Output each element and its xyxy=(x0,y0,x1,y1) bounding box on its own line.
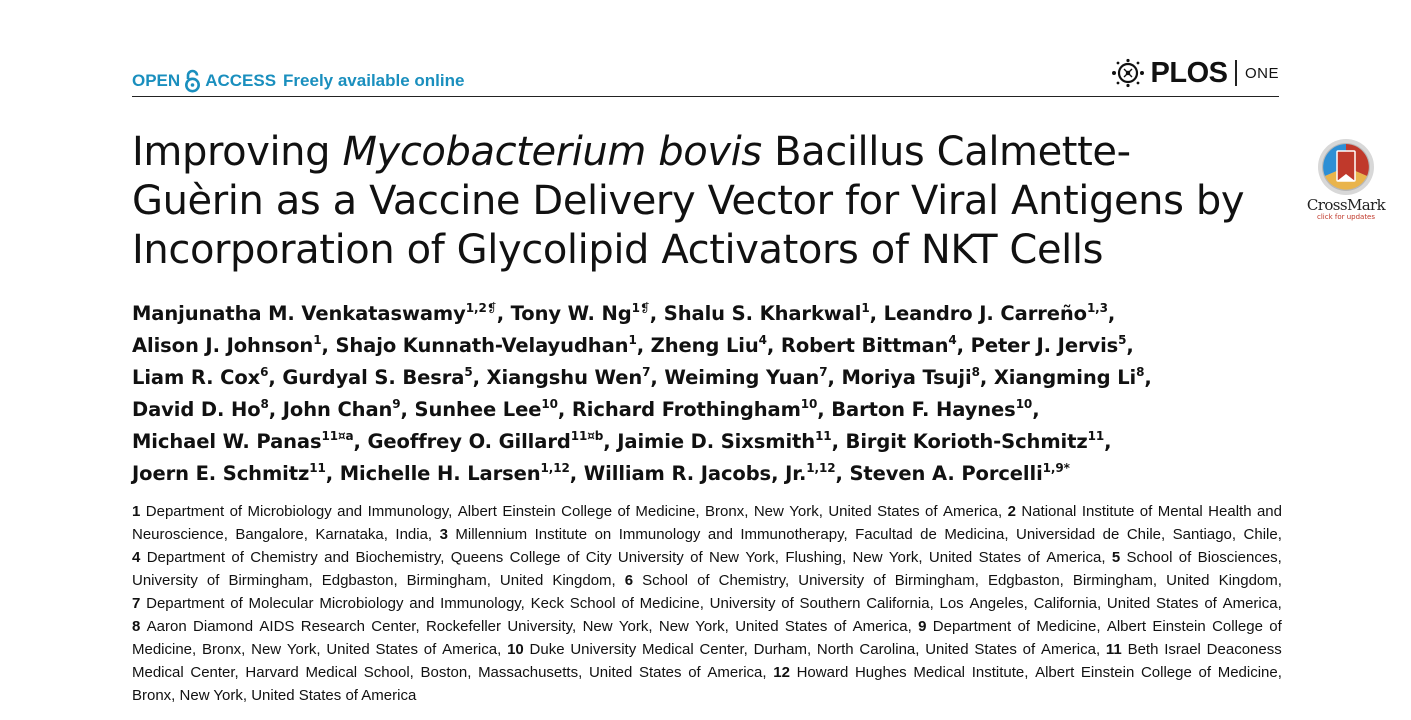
affiliation-word: Center, xyxy=(371,618,420,635)
affiliation-word: Immunology, xyxy=(440,595,525,612)
affiliation-word: United xyxy=(925,641,969,658)
affiliation-word: York, xyxy=(695,618,729,635)
affiliation-word: Albert xyxy=(1106,618,1147,635)
affiliation-word: Carolina, xyxy=(859,641,920,658)
affiliation-word: and xyxy=(337,503,363,520)
affiliation-word: Israel xyxy=(1164,641,1201,658)
affiliation-word: Research xyxy=(300,618,365,635)
affiliation-word: Chemistry, xyxy=(718,572,790,589)
affiliation-word: America, xyxy=(1222,595,1282,612)
affiliation-word: College xyxy=(1140,664,1192,681)
author-line-1: Manjunatha M. Venkataswamy$^{1,2❡}$, Tony W. $Ng^{1❡}$, Shalu S. Kharkwal$^1$, Leandro J. Carreño$^{1,3}$, xyxy=(132,301,1116,325)
affiliation-word: United xyxy=(499,572,544,589)
affiliation-word: 9 xyxy=(918,618,927,635)
affiliation-word: Diamond xyxy=(193,618,254,635)
crossmark-badge[interactable] xyxy=(1298,137,1394,227)
affiliation-word: States xyxy=(784,618,828,635)
affiliation-word: 4 xyxy=(132,549,141,566)
affiliation-word: Microbiology xyxy=(319,595,404,612)
affiliation-word: 5 xyxy=(1111,549,1121,566)
affiliation-word: of xyxy=(617,503,630,520)
affiliation-word: Department xyxy=(146,549,226,566)
affiliation-word: Angeles, xyxy=(969,595,1028,612)
affiliation-word: of xyxy=(873,572,886,589)
affiliation-word: Edgbaston, xyxy=(987,572,1064,589)
affiliation-word: America, xyxy=(852,618,912,635)
title-line-1: Improving Mycobacterium bovis Bacillus Calmette- xyxy=(132,129,1131,175)
affiliation-word: Medical xyxy=(913,664,966,681)
affiliation-word: Molecular xyxy=(248,595,314,612)
affiliation-word: Medical xyxy=(305,664,358,681)
affiliation-word: California, xyxy=(866,595,934,612)
affiliation-word: United xyxy=(588,664,633,681)
affiliation-word: 8 xyxy=(132,618,141,635)
author-line-5: Michael W. Panas$^{11¤a}$, Geoffrey O. Gillard$^{11¤b}$, Jaimie D. Sixsmith$^{11}$, Birgit Korioth-Schmitz$^{11}$, xyxy=(132,429,1112,453)
affiliation-word: New xyxy=(251,641,282,658)
affiliation-word: Universidad xyxy=(1015,526,1096,543)
affiliation-line-2 xyxy=(132,523,1282,546)
affiliation-word: Biosciences, xyxy=(1197,549,1282,566)
affiliation-word: Neuroscience, xyxy=(132,526,228,543)
affiliation-word: Santiago, xyxy=(1172,526,1237,543)
author-line-6: Joern E. Schmitz$^{11}$, Michelle H. Larsen$^{1,12}$, William R. Jacobs, Jr.$^{1,12}$, Steven A. Porcelli$^{1,9*}$ xyxy=(132,461,1070,485)
affiliation-word: Medicine, xyxy=(1217,664,1282,681)
affiliation-word: of xyxy=(206,572,220,589)
affiliation-word: on xyxy=(594,526,612,543)
one-wordmark: ONE xyxy=(1244,64,1279,82)
affiliation-word: United xyxy=(326,641,370,658)
crossmark-sublabel: click for updates xyxy=(1316,213,1376,221)
affiliation-word: States xyxy=(375,641,419,658)
affiliation-word: States xyxy=(638,664,682,681)
affiliation-word: America, xyxy=(707,664,767,681)
affiliation-word: Albert xyxy=(1035,664,1075,681)
affiliation-word: 10 xyxy=(507,641,524,658)
logo-divider xyxy=(1235,60,1237,86)
affiliation-word: University, xyxy=(507,618,577,635)
affiliation-word: Duke xyxy=(529,641,565,658)
author-line-2: Alison J. Johnson$^1$, Shajo Kunnath-Velayudhan$^1$, Zheng Liu$^4$, Robert Bittman$^4$, Peter J. Jervis$^5$, xyxy=(132,333,1134,357)
affiliation-word: Institute, xyxy=(971,664,1029,681)
affiliation-word: University xyxy=(617,549,684,566)
affiliation-word: and xyxy=(324,549,350,566)
affiliation-word: Millennium xyxy=(455,526,528,543)
affiliation-word: Medical xyxy=(641,641,694,658)
affiliation-word: of xyxy=(229,503,243,520)
affiliation-word: Immunology xyxy=(618,526,701,543)
plos-logo-icon xyxy=(1109,58,1147,88)
affiliation-word: 7 xyxy=(132,595,141,612)
affiliation-word: College xyxy=(509,549,561,566)
affiliation-word: York, xyxy=(286,641,321,658)
affiliation-word: Massachusetts, xyxy=(478,664,583,681)
affiliation-word: Deaconess xyxy=(1206,641,1282,658)
affiliation-word: New xyxy=(753,503,784,520)
author-line-4: David D. Ho$^8$, John Chan$^9$, Sunhee Lee$^{10}$, Richard Frothingham$^{10}$, Barton F. Haynes$^{10}$, xyxy=(132,397,1040,421)
affiliation-word: de xyxy=(920,526,937,543)
affiliation-word: University xyxy=(132,572,198,589)
affiliation-word: Microbiology xyxy=(247,503,332,520)
affiliation-word: New xyxy=(658,618,689,635)
affiliation-line-3 xyxy=(132,546,1282,569)
affiliation-word: of xyxy=(697,572,710,589)
affiliation-word: Harvard xyxy=(245,664,299,681)
affiliation-line-5 xyxy=(132,592,1282,615)
affiliation-word: York, xyxy=(789,503,823,520)
access-label: ACCESS xyxy=(205,71,277,90)
affiliation-word: Albert xyxy=(457,503,497,520)
affiliation-word: Chile, xyxy=(1243,526,1282,543)
affiliation-word: Department xyxy=(145,503,225,520)
affiliation-word: York, xyxy=(745,549,779,566)
affiliation-word: of xyxy=(1204,595,1217,612)
affiliation-word: Einstein xyxy=(1080,664,1135,681)
title-line-3: Incorporation of Glycolipid Activators of NKT Cells xyxy=(132,227,1104,273)
affiliation-word: National xyxy=(1021,503,1077,520)
freely-available-label: Freely available online xyxy=(283,71,465,90)
journal-header xyxy=(132,58,1279,97)
affiliation-word: 12 xyxy=(773,664,790,681)
affiliation-word: of xyxy=(1178,549,1192,566)
affiliation-word: Medicine, xyxy=(132,641,197,658)
affiliation-word: States xyxy=(877,503,920,520)
author-list xyxy=(132,298,1282,490)
affiliation-word: Birmingham, xyxy=(228,572,313,589)
affiliation-word: of xyxy=(621,595,634,612)
affiliation-word: Keck xyxy=(530,595,564,612)
affiliation-word: New xyxy=(708,549,739,566)
affiliation-word: America, xyxy=(1040,641,1101,658)
affiliation-word: Durham, xyxy=(753,641,812,658)
affiliation-list xyxy=(132,500,1282,707)
affiliation-word: 1 xyxy=(132,503,141,520)
affiliation-word: and xyxy=(1256,503,1282,520)
affiliation-word: Einstein xyxy=(1152,618,1206,635)
affiliation-word: Institute xyxy=(1081,503,1135,520)
affiliation-word: Chile, xyxy=(1126,526,1166,543)
article-title xyxy=(132,128,1292,275)
affiliation-word: of xyxy=(690,549,703,566)
affiliation-word: United xyxy=(1106,595,1151,612)
affiliation-word: Southern xyxy=(799,595,861,612)
affiliation-word: York, xyxy=(618,618,653,635)
affiliation-word: of xyxy=(1017,618,1030,635)
affiliation-word: Center, xyxy=(699,641,748,658)
affiliation-word: School, xyxy=(363,664,414,681)
affiliation-word: Howard xyxy=(796,664,849,681)
affiliation-word: Facultad xyxy=(855,526,913,543)
affiliation-word: Einstein xyxy=(502,503,556,520)
affiliation-word: 11 xyxy=(1105,641,1122,658)
affiliation-word: Bronx, xyxy=(705,503,749,520)
affiliation-word: California, xyxy=(1033,595,1102,612)
affiliation-word: Flushing, xyxy=(785,549,847,566)
affiliation-word: Rockefeller xyxy=(425,618,501,635)
affiliation-word: University xyxy=(570,641,637,658)
affiliation-word: New xyxy=(582,618,613,635)
crossmark-label: CrossMark xyxy=(1306,196,1386,214)
open-lock-icon xyxy=(183,69,202,93)
affiliation-word: Department xyxy=(932,618,1012,635)
affiliation-word: School xyxy=(569,595,616,612)
affiliation-line-7 xyxy=(132,638,1282,661)
affiliation-word: Karnataka, xyxy=(315,526,388,543)
affiliation-word: States xyxy=(974,641,1017,658)
affiliation-word: Beth xyxy=(1127,641,1159,658)
affiliation-word: Queens xyxy=(450,549,504,566)
affiliation-word: Kingdom, xyxy=(1218,572,1282,589)
affiliation-word: United xyxy=(928,549,973,566)
affiliation-word: Mental xyxy=(1157,503,1203,520)
affiliation-word: Medicine, xyxy=(639,595,704,612)
affiliation-word: York, xyxy=(888,549,923,566)
affiliation-word: Medicine, xyxy=(1036,618,1101,635)
affiliation-word: Los xyxy=(939,595,964,612)
affiliation-word: AIDS xyxy=(259,618,295,635)
affiliation-word: States xyxy=(1156,595,1199,612)
affiliation-word: 6 xyxy=(624,572,634,589)
affiliation-word: de xyxy=(1102,526,1120,543)
affiliation-word: North xyxy=(816,641,854,658)
affiliation-line-1 xyxy=(132,500,1282,523)
affiliation-word: Bronx, xyxy=(201,641,246,658)
affiliation-word: of xyxy=(1022,641,1036,658)
affiliation-word: Aaron xyxy=(146,618,187,635)
affiliation-word: United xyxy=(1166,572,1210,589)
affiliation-word: City xyxy=(585,549,612,566)
affiliation-word: Department xyxy=(146,595,225,612)
affiliation-word: of xyxy=(688,664,701,681)
affiliation-word: of xyxy=(1198,664,1212,681)
affiliation-word: Birmingham, xyxy=(894,572,979,589)
affiliation-word: and xyxy=(707,526,733,543)
affiliation-word: Biochemistry, xyxy=(355,549,445,566)
affiliation-word: Edgbaston, xyxy=(321,572,398,589)
title-line-2: Guèrin as a Vaccine Delivery Vector for Viral Antigens by xyxy=(132,178,1245,224)
affiliation-word: States xyxy=(978,549,1022,566)
affiliation-word: and xyxy=(409,595,435,612)
plos-one-logo[interactable] xyxy=(1109,58,1279,88)
affiliation-word: America, xyxy=(1046,549,1106,566)
affiliation-word: Birmingham, xyxy=(1072,572,1158,589)
affiliation-word: Medical xyxy=(132,664,184,681)
affiliation-word: Center, xyxy=(190,664,239,681)
affiliation-word: New xyxy=(852,549,883,566)
affiliation-word: of xyxy=(1139,503,1153,520)
crossmark-icon xyxy=(1316,137,1376,197)
affiliation-word: Boston, xyxy=(420,664,472,681)
affiliation-word: Hughes xyxy=(854,664,907,681)
affiliation-word: College xyxy=(561,503,613,520)
affiliation-word: Health xyxy=(1208,503,1252,520)
affiliation-word: of xyxy=(566,549,580,566)
affiliation-word: America, xyxy=(942,503,1003,520)
affiliation-word: Immunology, xyxy=(367,503,453,520)
affiliation-word: United xyxy=(828,503,872,520)
affiliation-word: of xyxy=(423,641,437,658)
affiliation-word: University xyxy=(798,572,865,589)
affiliation-word: of xyxy=(230,595,243,612)
affiliation-word: Bangalore, xyxy=(235,526,308,543)
open-access-banner xyxy=(132,69,464,93)
affiliation-word: India, xyxy=(395,526,433,543)
affiliation-word: 3 xyxy=(439,526,448,543)
affiliation-word: Birmingham, xyxy=(406,572,491,589)
affiliation-word: of xyxy=(925,503,938,520)
affiliation-line-4 xyxy=(132,569,1282,592)
affiliation-line-6 xyxy=(132,615,1282,638)
affiliation-word: School xyxy=(1126,549,1173,566)
affiliation-word: of xyxy=(231,549,244,566)
plos-wordmark: PLOS xyxy=(1150,57,1228,89)
author-line-3: Liam R. Cox$^6$, Gurdyal S. Besra$^5$, Xiangshu Wen$^7$, Weiming Yuan$^7$, Moriya Tsuji$^8$, Xiangming Li$^8$, xyxy=(132,365,1152,389)
affiliation-word: of xyxy=(1269,618,1282,635)
affiliation-word: Kingdom, xyxy=(552,572,616,589)
affiliation-word: Immunotherapy, xyxy=(740,526,848,543)
affiliation-word: University xyxy=(709,595,776,612)
affiliation-word: Medicina, xyxy=(944,526,1009,543)
affiliation-word: School xyxy=(642,572,689,589)
affiliation-word: Chemistry xyxy=(250,549,318,566)
open-label: OPEN xyxy=(132,71,181,90)
affiliation-word: United xyxy=(735,618,779,635)
affiliation-line-8 xyxy=(132,661,1282,684)
affiliation-word: America, xyxy=(442,641,502,658)
affiliation-word: of xyxy=(781,595,794,612)
affiliation-word: Medicine, xyxy=(635,503,700,520)
affiliation-word: College xyxy=(1212,618,1263,635)
affiliation-word: of xyxy=(833,618,847,635)
affiliation-line-9: Bronx, New York, United States of America xyxy=(132,687,417,704)
affiliation-word: of xyxy=(1027,549,1040,566)
affiliation-word: 2 xyxy=(1007,503,1016,520)
affiliation-word: Institute xyxy=(534,526,588,543)
